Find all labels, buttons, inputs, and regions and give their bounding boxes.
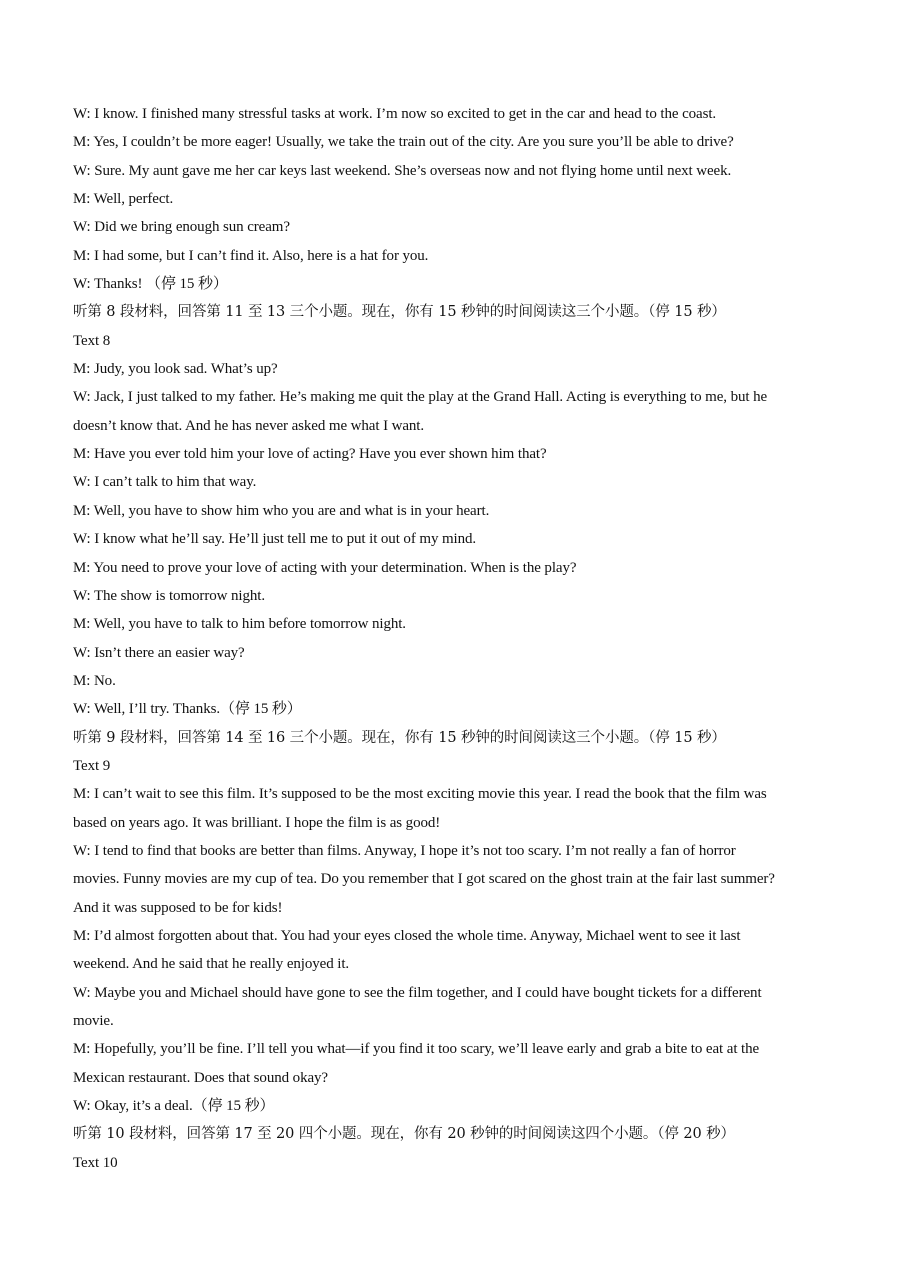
transcript-line: W: Jack, I just talked to my father. He’s making me quit the play at the Grand Hall. Acting is everything to me, but he [73, 389, 768, 406]
transcript-line: W: Thanks! （停 15 秒） [73, 276, 228, 293]
transcript-line: M: Well, you have to talk to him before tomorrow night. [73, 616, 406, 633]
transcript-line: And it was supposed to be for kids! [73, 899, 283, 916]
section-heading: Text 9 [73, 757, 111, 774]
section-instruction: 听第 10 段材料，回答第 17 至 20 四个小题。现在，你有 20 秒钟的时间阅读这四个小题。（停 20 秒） [73, 1126, 735, 1143]
transcript-line: W: I can’t talk to him that way. [73, 474, 257, 491]
section-heading: Text 10 [73, 1154, 118, 1171]
transcript-line: W: The show is tomorrow night. [73, 587, 265, 604]
transcript-line: based on years ago. It was brilliant. I hope the film is as good! [73, 814, 441, 831]
transcript-line: W: Sure. My aunt gave me her car keys last weekend. She’s overseas now and not flying home until next week. [73, 162, 732, 179]
transcript-line: movies. Funny movies are my cup of tea. Do you remember that I got scared on the ghost train at the fair last summer? [73, 871, 775, 888]
transcript-line: M: I’d almost forgotten about that. You had your eyes closed the whole time. Anyway, Michael went to see it last [73, 927, 741, 944]
transcript-line: M: Well, perfect. [73, 191, 174, 208]
transcript-line: W: I tend to find that books are better than films. Anyway, I hope it’s not too scary. I’m not really a fan of horror [73, 842, 736, 859]
transcript-line: movie. [73, 1013, 114, 1029]
transcript-line: W: Okay, it’s a deal.（停 15 秒） [73, 1098, 275, 1115]
transcript-line: W: Well, I’ll try. Thanks.（停 15 秒） [73, 701, 302, 718]
transcript-line: weekend. And he said that he really enjoyed it. [73, 956, 350, 973]
transcript-line: M: You need to prove your love of acting with your determination. When is the play? [73, 559, 577, 576]
transcript-line: W: Maybe you and Michael should have gone to see the film together, and I could have bought tickets for a different [73, 984, 762, 1001]
transcript-line: M: No. [73, 672, 116, 689]
transcript-line: M: Yes, I couldn’t be more eager! Usually, we take the train out of the city. Are you sure you’ll be able to drive? [73, 134, 734, 151]
transcript-line: M: Have you ever told him your love of acting? Have you ever shown him that? [73, 446, 547, 463]
transcript-line: M: Well, you have to show him who you are and what is in your heart. [73, 502, 490, 519]
transcript-line: M: I had some, but I can’t find it. Also, here is a hat for you. [73, 247, 429, 264]
transcript-line: M: Hopefully, you’ll be fine. I’ll tell you what—if you find it too scary, we’ll leave early and grab a bite to eat at the [73, 1041, 760, 1058]
transcript-line: Mexican restaurant. Does that sound okay? [73, 1069, 328, 1086]
transcript-body [73, 100, 843, 1177]
transcript-line: W: Isn’t there an easier way? [73, 644, 245, 661]
transcript-line: M: Judy, you look sad. What’s up? [73, 361, 278, 378]
transcript-line: W: I know. I finished many stressful tasks at work. I’m now so excited to get in the car and head to the coast. [73, 106, 717, 122]
transcript-line: doesn’t know that. And he has never asked me what I want. [73, 417, 425, 434]
section-instruction: 听第 9 段材料，回答第 14 至 16 三个小题。现在，你有 15 秒钟的时间阅读这三个小题。（停 15 秒） [73, 729, 726, 746]
transcript-line: W: I know what he’ll say. He’ll just tell me to put it out of my mind. [73, 531, 477, 548]
transcript-line: W: Did we bring enough sun cream? [73, 219, 290, 236]
section-heading: Text 8 [73, 332, 111, 349]
section-instruction: 听第 8 段材料，回答第 11 至 13 三个小题。现在，你有 15 秒钟的时间阅读这三个小题。（停 15 秒） [73, 304, 726, 321]
transcript-line: M: I can’t wait to see this film. It’s supposed to be the most exciting movie this year. I read the book that the film was [73, 786, 767, 803]
